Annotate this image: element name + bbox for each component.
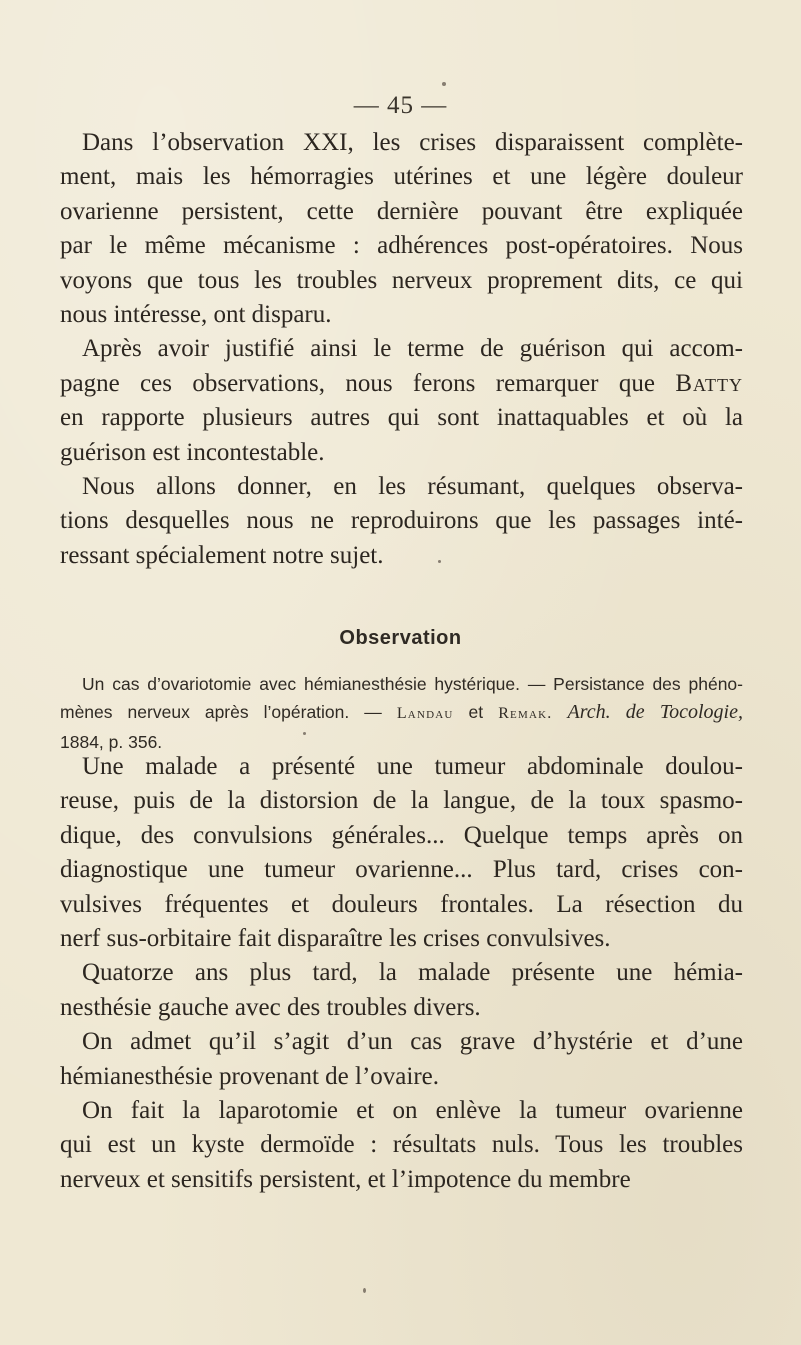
text-line: Après avoir justifié ainsi le terme de guérison qui accom- — [82, 335, 743, 363]
text-fragment: et — [453, 702, 499, 722]
text-line: diagnostique une tumeur ovarienne... Plus tard, crises con- — [60, 856, 743, 884]
author-name: Remak. — [498, 705, 553, 722]
text-line: vulsives fréquentes et douleurs frontales. La résection du — [60, 890, 743, 918]
text-line: nous intéresse, ont disparu. — [60, 301, 332, 329]
author-name: Landau — [396, 705, 454, 722]
summary-line: Un cas d’ovariotomie avec hémianesthésie hystérique. — Persistance des phéno- — [82, 674, 743, 694]
text-line: qui est un kyste dermoïde : résultats nuls. Tous les troubles — [60, 1131, 743, 1159]
paper-speck — [363, 1288, 366, 1293]
text-line: Dans l’observation XXI, les crises disparaissent complète- — [82, 129, 743, 156]
text-line: tions desquelles nous ne reproduirons que les passages inté- — [60, 507, 743, 535]
text-line: voyons que tous les troubles nerveux proprement dits, ce qui — [60, 266, 743, 294]
author-name: Batty — [675, 369, 743, 397]
text-line: Une malade a présenté une tumeur abdominale doulou- — [82, 753, 743, 780]
summary-line: 1884, p. 356. — [60, 732, 163, 752]
summary-line-citation — [60, 698, 743, 728]
text-line: ment, mais les hémorragies utérines et une légère douleur — [60, 163, 743, 191]
paper-speck — [438, 560, 441, 563]
text-line: ressant spécialement notre sujet. — [60, 541, 384, 569]
text-line: par le même mécanisme : adhérences post-opératoires. Nous — [60, 232, 743, 260]
page-number: — 45 — — [353, 92, 448, 119]
observation-heading: Observation — [339, 627, 462, 649]
text-line: Nous allons donner, en les résumant, quelques observa- — [82, 473, 743, 501]
paper-speck — [442, 82, 446, 86]
text-line-with-author — [60, 367, 743, 401]
text-line: On admet qu’il s’agit d’un cas grave d’hystérie et d’une — [82, 1028, 743, 1056]
text-line: ovarienne persistent, cette dernière pouvant être expliquée — [60, 197, 743, 225]
observation-summary — [60, 670, 743, 756]
text-line: dique, des convulsions générales... Quelque temps après on — [60, 821, 743, 849]
text-line: reuse, puis de la distorsion de la langue, de la toux spasmo- — [60, 787, 743, 815]
text-line: guérison est incontestable. — [60, 438, 325, 466]
text-block-case — [60, 750, 743, 1197]
text-line: Quatorze ans plus tard, la malade présente une hémia- — [82, 959, 743, 987]
text-line: en rapporte plusieurs autres qui sont inattaquables et où la — [60, 404, 743, 432]
text-line: hémianesthésie provenant de l’ovaire. — [60, 1062, 440, 1090]
paper-speck — [303, 732, 306, 735]
text-block-intro — [60, 126, 743, 573]
text-line: On fait la laparotomie et on enlève la tumeur ovarienne — [82, 1097, 743, 1125]
text-fragment: mènes nerveux après l’opération. — — [60, 702, 397, 722]
text-line: nerveux et sensitifs persistent, et l’impotence du membre — [60, 1165, 631, 1193]
text-fragment: pagne ces observations, nous ferons remarquer que — [60, 369, 676, 397]
text-line: nesthésie gauche avec des troubles divers. — [60, 993, 481, 1021]
text-line: nerf sus-orbitaire fait disparaître les crises convulsives. — [60, 925, 611, 953]
journal-title: Arch. de Tocologie, — [567, 701, 743, 723]
